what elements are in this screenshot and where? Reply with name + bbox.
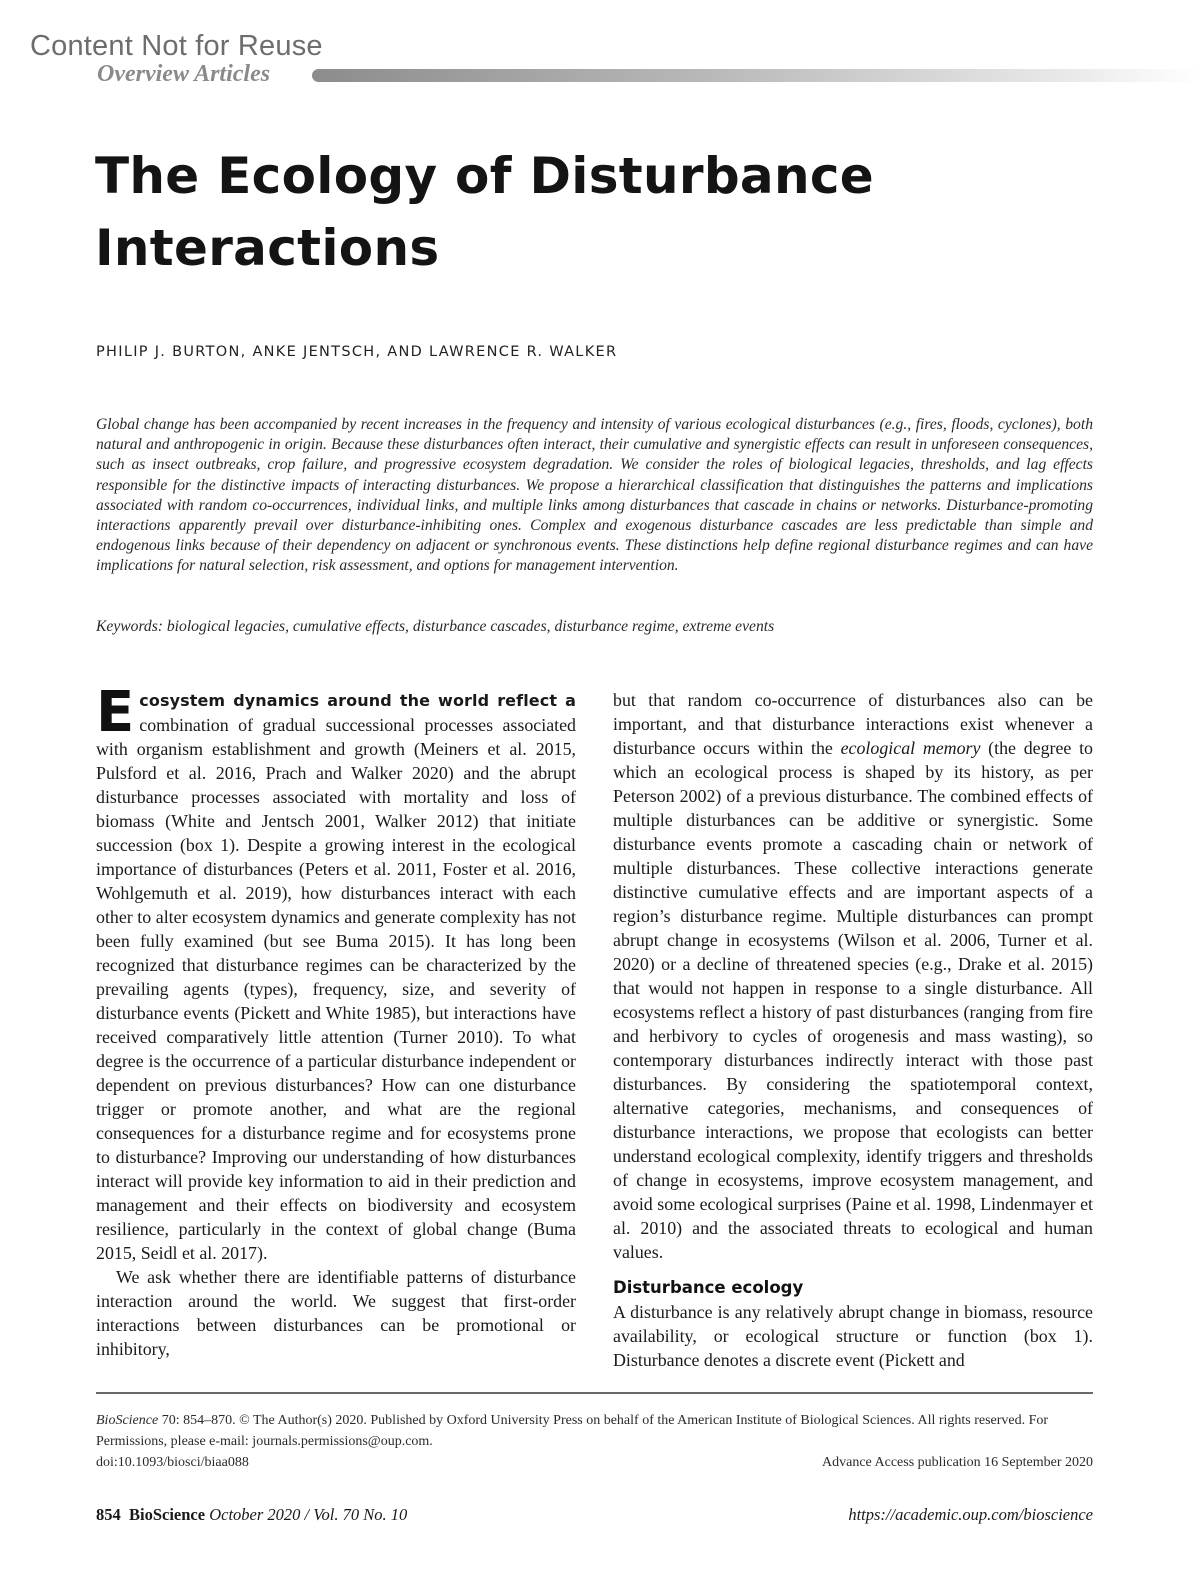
body-column-left <box>96 680 576 1361</box>
paragraph-3-start: but that random co-occurrence of disturbances also can be important, and that disturbance interactions exist whenever a disturbance occurs within the <box>613 690 1093 758</box>
article-title <box>95 140 995 284</box>
page-number: 854 <box>96 1505 121 1524</box>
citation-journal: BioScience <box>96 1413 159 1428</box>
citation-rest: 70: 854–870. © The Author(s) 2020. Published by Oxford University Press on behalf of the American Institute of Biological Sciences. All rights reserved. For Permissions, please e-mail: journals.permissions@oup.com. <box>96 1413 1049 1449</box>
title-line-2: Interactions <box>95 219 440 277</box>
title-line-1: The Ecology of Disturbance <box>95 147 874 205</box>
drop-cap: E <box>96 680 135 745</box>
body-column-right <box>613 688 1093 1372</box>
body-paragraph-2: We ask whether there are identifiable patterns of disturbance interaction around the world. We suggest that first-order interactions between disturbances can be promotional or inhibitory, <box>96 1267 576 1359</box>
advance-access-date: Advance Access publication 16 September 2020 <box>822 1455 1093 1470</box>
body-paragraph-3 <box>613 688 1093 1264</box>
section-label: Overview Articles <box>97 61 271 87</box>
header-gradient-bar <box>312 69 1200 82</box>
body-paragraph-4: A disturbance is any relatively abrupt change in biomass, resource availability, or ecological structure or function (box 1). Disturbance denotes a discrete event (Pickett and <box>613 1302 1093 1370</box>
doi: doi:10.1093/biosci/biaa088 <box>96 1455 249 1470</box>
author-list: PHILIP J. BURTON, ANKE JENTSCH, AND LAWRENCE R. WALKER <box>96 344 618 360</box>
citation-text <box>96 1410 1093 1452</box>
watermark-text: Content Not for Reuse <box>30 30 323 62</box>
section-heading: Disturbance ecology <box>613 1278 804 1297</box>
ecological-memory-term: ecological memory <box>840 738 981 758</box>
intro-paragraph <box>96 680 576 1265</box>
lead-in-text: cosystem dynamics around the world reflect a <box>139 691 576 710</box>
citation-footnote <box>96 1410 1093 1473</box>
footer-divider <box>96 1392 1093 1394</box>
paragraph-3-rest: (the degree to which an ecological process is shaped by its history, as per Peterson 2002) of a previous disturbance. The combined effects of multiple disturbances can be additive or synergistic. Some disturbance events promote a cascading chain or network of multiple disturbances. These collective interactions generate distinctive cumulative effects and are important aspects of a region’s disturbance regime. Multiple disturbances can prompt abrupt change in ecosystems (Wilson et al. 2006, Turner et al. 2020) or a decline of threatened species (e.g., Drake et al. 2015) that would not happen in response to a single disturbance. All ecosystems reflect a history of past disturbances (ranging from fire and herbivory to cycles of orogenesis and mass wasting), so contemporary disturbances indirectly interact with those past disturbances. By considering the spatiotemporal context, alternative categories, mechanisms, and consequences of disturbance interactions, we propose that ecologists can better understand ecological complexity, identify triggers and thresholds of change in ecosystems, improve ecosystem management, and avoid some ecological surprises (Paine et al. 1998, Lindenmayer et al. 2010) and the associated threats to ecological and human values. <box>613 738 1093 1262</box>
abstract: Global change has been accompanied by recent increases in the frequency and intensity of various ecological disturbances (e.g., fires, floods, cyclones), both natural and anthropogenic in origin. Because these disturbances often interact, their cumulative and synergistic effects can result in unforeseen consequences, such as insect outbreaks, crop failure, and progressive ecosystem degradation. We consider the roles of biological legacies, thresholds, and lag effects responsible for the distinctive impacts of interacting disturbances. We propose a hierarchical classification that distinguishes the patterns and implications associated with random co-occurrences, individual links, and multiple links among disturbances that cascade in chains or networks. Disturbance-promoting interactions apparently prevail over disturbance-inhibiting ones. Complex and exogenous disturbance cascades are less predictable than simple and endogenous links because of their dependency on adjacent or synchronous events. These distinctions help define regional disturbance regimes and can have implications for natural selection, risk assessment, and options for management intervention. <box>96 416 1093 575</box>
journal-url[interactable]: https://academic.oup.com/bioscience <box>848 1505 1093 1524</box>
keywords: Keywords: biological legacies, cumulative effects, disturbance cascades, disturbance regime, extreme events <box>96 618 775 635</box>
page-footer <box>96 1505 1093 1525</box>
intro-paragraph-text: combination of gradual successional processes associated with organism establishment and growth (Meiners et al. 2015, Pulsford et al. 2016, Prach and Walker 2020) and the abrupt disturbance processes associated with mortality and loss of biomass (White and Jentsch 2001, Walker 2012) that initiate succession (box 1). Despite a growing interest in the ecological importance of disturbances (Peters et al. 2011, Foster et al. 2016, Wohlgemuth et al. 2019), how disturbances interact with each other to alter ecosystem dynamics and generate complexity has not been fully examined (but see Buma 2015). It has long been recognized that disturbance regimes can be characterized by the prevailing agents (types), frequency, size, and severity of disturbance events (Pickett and White 1985), but interactions have received comparatively little attention (Turner 2010). To what degree is the occurrence of a particular disturbance independent or dependent on previous disturbances? How can one disturbance trigger or promote another, and what are the regional consequences for a disturbance regime and for ecosystems prone to disturbance? Improving our understanding of how disturbances interact will provide key information to aid in their prediction and management and their effects on biodiversity and ecosystem resilience, particularly in the context of global change (Buma 2015, Seidl et al. 2017). <box>96 715 576 1263</box>
footer-left <box>96 1505 407 1524</box>
footer-journal-name: BioScience <box>129 1505 206 1524</box>
issue-info: October 2020 / Vol. 70 No. 10 <box>209 1505 408 1524</box>
